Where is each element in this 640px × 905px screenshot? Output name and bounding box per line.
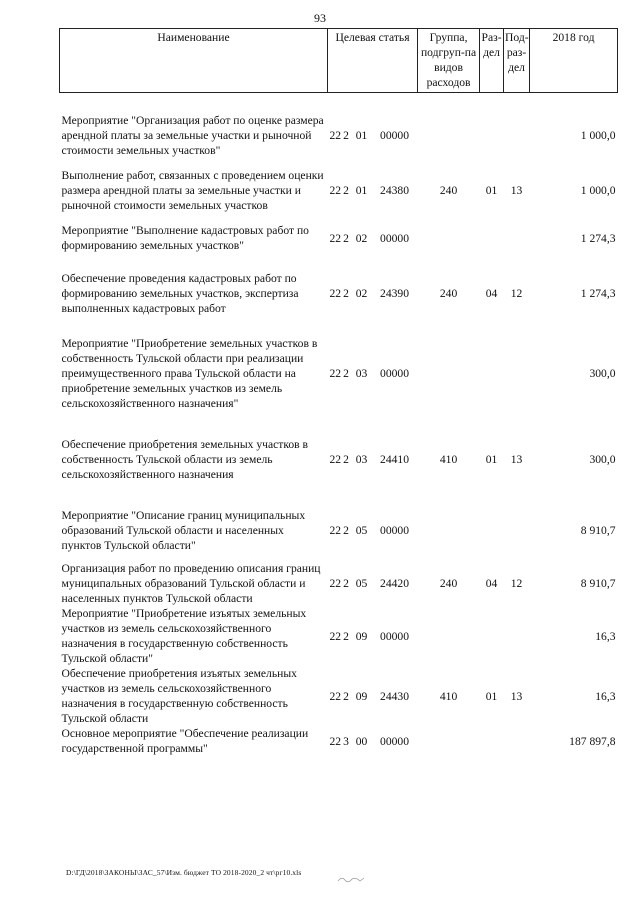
cell-amount: 16,3 [595, 689, 616, 703]
cell-section: 04 [485, 577, 498, 590]
budget-table [59, 28, 618, 756]
cell-program: 22 [329, 129, 342, 142]
table-row [60, 223, 618, 253]
cell-subprogram: 2 [343, 129, 349, 142]
table-row [60, 666, 618, 726]
cell-group: 240 [439, 184, 458, 197]
cell-event: 05 [355, 524, 368, 537]
cell-name: Организация работ по проведению описания границ муниципальных образований Тульской области и населенных пунктов Тульской области [61, 562, 321, 605]
cell-section: 01 [485, 453, 498, 466]
cell-subprogram: 2 [343, 689, 349, 703]
table-row [60, 437, 618, 482]
cell-event: 01 [355, 184, 368, 197]
cell-event: 01 [355, 129, 368, 142]
row-spacer-cell [60, 213, 618, 223]
cell-section [480, 113, 504, 158]
cell-subsection [504, 726, 530, 756]
table-body [60, 93, 618, 757]
cell-program: 22 [329, 287, 342, 300]
cell-direction: 00000 [380, 734, 410, 748]
cell-event: 03 [355, 367, 368, 380]
cell-subprogram: 2 [343, 231, 349, 245]
header-subsection: Под-раз-дел [504, 29, 530, 93]
cell-group [418, 223, 480, 253]
cell-name: Обеспечение приобретения земельных участков в собственность Тульской области из земель сельскохозяйственного назначения [61, 438, 309, 481]
cell-name: Мероприятие "Описание границ муниципальных образований Тульской области и населенных пунктов Тульской области" [61, 509, 306, 552]
row-spacer [60, 253, 618, 271]
table-row [60, 561, 618, 606]
cell-subprogram: 2 [343, 367, 349, 380]
header-group: Группа, подгруп-па видов расходов [418, 29, 480, 93]
row-spacer-cell [60, 158, 618, 168]
cell-section [480, 336, 504, 411]
cell-program: 22 [329, 231, 342, 245]
cell-direction: 00000 [380, 231, 410, 245]
cell-name: Обеспечение проведения кадастровых работ по формированию земельных участков, экспертиза выполненных кадастровых работ [61, 272, 299, 315]
cell-group: 410 [439, 453, 458, 466]
cell-program: 22 [329, 367, 342, 380]
row-spacer [60, 553, 618, 561]
table-row [60, 271, 618, 316]
cell-amount: 1 000,0 [580, 129, 616, 142]
cell-program: 22 [329, 184, 342, 197]
cell-amount: 8 910,7 [580, 524, 616, 537]
cell-amount: 1 000,0 [580, 184, 616, 197]
table-header-row [60, 29, 618, 93]
table-row [60, 113, 618, 158]
cell-amount: 300,0 [589, 453, 616, 466]
cell-name: Мероприятие "Организация работ по оценке размера арендной платы за земельные участки и рыночной стоимости земельных участков" [61, 114, 324, 157]
cell-program: 22 [329, 689, 342, 703]
cell-subprogram: 2 [343, 577, 349, 590]
cell-direction: 00000 [380, 629, 410, 643]
cell-subsection [504, 113, 530, 158]
cell-direction: 24430 [380, 689, 410, 703]
cell-direction: 24420 [380, 577, 410, 590]
row-spacer [60, 158, 618, 168]
cell-program: 22 [329, 577, 342, 590]
row-spacer-cell [60, 316, 618, 336]
table-row [60, 606, 618, 666]
table-row [60, 336, 618, 411]
row-spacer-cell [60, 411, 618, 437]
cell-program: 22 [329, 524, 342, 537]
cell-direction: 24390 [380, 287, 410, 300]
cell-direction: 00000 [380, 524, 410, 537]
cell-amount: 1 274,3 [580, 287, 616, 300]
table-row [60, 726, 618, 756]
cell-subsection: 12 [510, 287, 523, 300]
page-number: 93 [314, 11, 326, 25]
cell-group: 240 [439, 287, 458, 300]
cell-name: Мероприятие "Выполнение кадастровых работ по формированию земельных участков" [61, 224, 309, 252]
header-name: Наименование [60, 29, 328, 93]
cell-section [480, 606, 504, 666]
cell-name: Мероприятие "Приобретение изъятых земельных участков из земель сельскохозяйственного назначения в государственную собственность Тульской области" [61, 607, 307, 665]
cell-amount: 16,3 [595, 629, 616, 643]
row-spacer [60, 213, 618, 223]
cell-event: 09 [355, 629, 368, 643]
row-spacer [60, 93, 618, 114]
cell-amount: 8 910,7 [580, 577, 616, 590]
cell-group: 240 [439, 577, 458, 590]
cell-event: 02 [355, 231, 368, 245]
row-spacer-cell [60, 553, 618, 561]
table-row [60, 168, 618, 213]
cell-amount: 1 274,3 [580, 231, 616, 245]
cell-subsection: 13 [510, 184, 523, 197]
row-spacer [60, 482, 618, 508]
header-year: 2018 год [530, 29, 618, 93]
cell-event: 00 [355, 734, 368, 748]
cell-subsection: 13 [510, 689, 523, 703]
cell-subsection: 13 [510, 453, 523, 466]
cell-subprogram: 2 [343, 184, 349, 197]
cell-subsection [504, 336, 530, 411]
table-row [60, 508, 618, 553]
cell-subprogram: 2 [343, 629, 349, 643]
cell-event: 02 [355, 287, 368, 300]
header-target-article: Целевая статья [328, 29, 418, 93]
cell-amount: 300,0 [589, 367, 616, 380]
cell-section: 01 [485, 689, 498, 703]
cell-program: 22 [329, 629, 342, 643]
cell-direction: 24380 [380, 184, 410, 197]
row-spacer-cell [60, 482, 618, 508]
cell-group [418, 726, 480, 756]
cell-subsection: 12 [510, 577, 523, 590]
cell-subsection [504, 508, 530, 553]
cell-program: 22 [329, 453, 342, 466]
cell-amount: 187 897,8 [569, 734, 616, 748]
cell-subsection [504, 606, 530, 666]
cell-group: 410 [439, 689, 458, 703]
row-spacer [60, 411, 618, 437]
row-spacer [60, 316, 618, 336]
cell-section [480, 508, 504, 553]
cell-program: 22 [329, 734, 342, 748]
cell-group [418, 606, 480, 666]
header-section: Раз-дел [480, 29, 504, 93]
cell-subprogram: 3 [343, 734, 349, 748]
cell-subprogram: 2 [343, 524, 349, 537]
cell-name: Выполнение работ, связанных с проведением оценки размера арендной платы за земельные участки и рыночной стоимости земельных участков [61, 169, 324, 212]
cell-name: Мероприятие "Приобретение земельных участков в собственность Тульской области при реализации преимущественного права Тульской области на приобретение земельных участков из земель сельскохозяйственного назначения" [61, 337, 318, 410]
cell-group [418, 336, 480, 411]
row-spacer-cell [60, 253, 618, 271]
cell-section: 04 [485, 287, 498, 300]
cell-direction: 24410 [380, 453, 410, 466]
cell-subprogram: 2 [343, 453, 349, 466]
cell-event: 03 [355, 453, 368, 466]
cell-name: Обеспечение приобретения изъятых земельных участков из земель сельскохозяйственного назначения в государственную собственность Тульской области [61, 667, 297, 725]
cell-subprogram: 2 [343, 287, 349, 300]
row-spacer-cell [60, 93, 618, 114]
cell-event: 05 [355, 577, 368, 590]
cell-group [418, 113, 480, 158]
cell-direction: 00000 [380, 129, 410, 142]
cell-section [480, 223, 504, 253]
signature-mark [336, 872, 366, 886]
cell-section: 01 [485, 184, 498, 197]
cell-subsection [504, 223, 530, 253]
cell-group [418, 508, 480, 553]
cell-direction: 00000 [380, 367, 410, 380]
footer-file-path: D:\ГД\2018\ЗАКОНЫ\ЗАС_57\Изм. бюджет ТО 2018-2020_2 чт\рг10.xls [66, 868, 302, 877]
cell-name: Основное мероприятие "Обеспечение реализации государственной программы" [61, 727, 309, 755]
cell-event: 09 [355, 689, 368, 703]
cell-section [480, 726, 504, 756]
